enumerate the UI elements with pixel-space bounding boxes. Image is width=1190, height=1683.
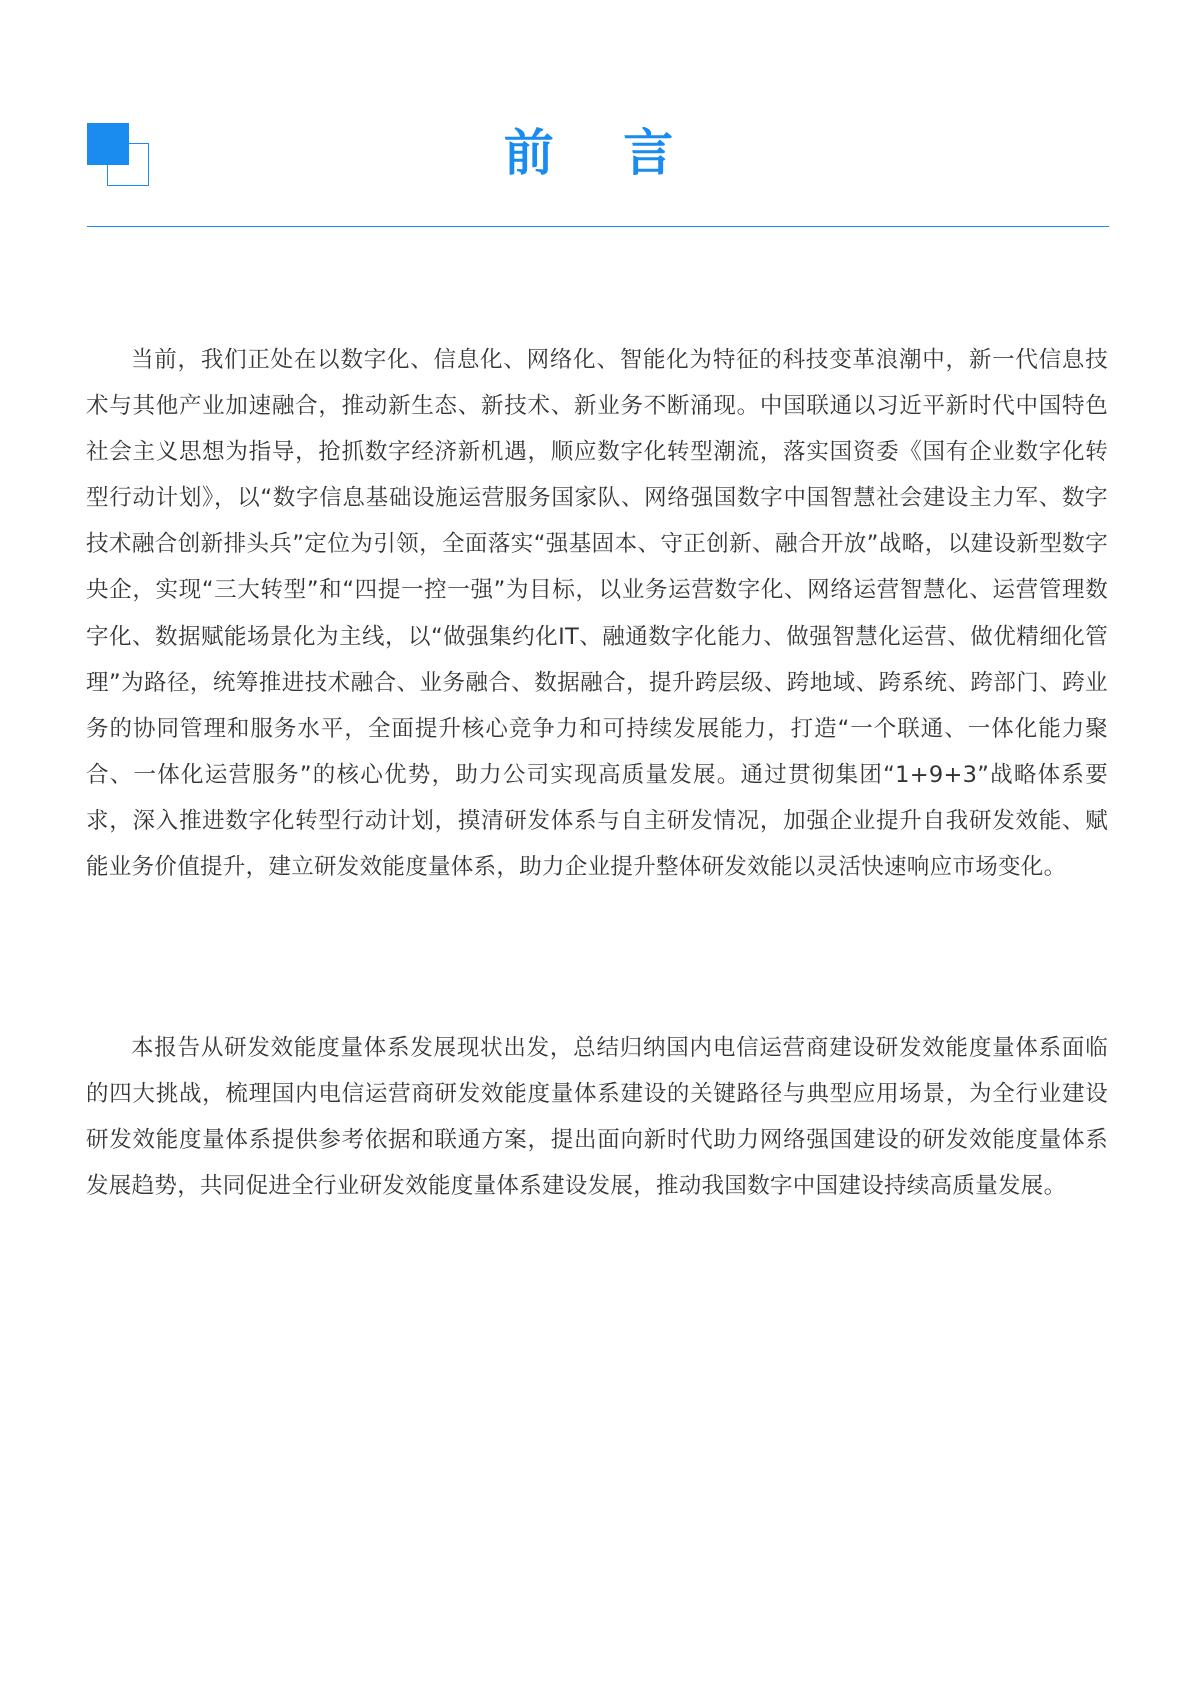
- page-title: 前 言: [503, 124, 700, 182]
- body-paragraph-1: 当前，我们正处在以数字化、信息化、网络化、智能化为特征的科技变革浪潮中，新一代信息技术与其他产业加速融合，推动新生态、新技术、新业务不断涌现。中国联通以习近平新时代中国特色社会主义思想为指导，抢抓数字经济新机遇，顺应数字化转型潮流，落实国资委《国有企业数字化转型行动计划》，以“数字信息基础设施运营服务国家队、网络强国数字中国智慧社会建设主力军、数字技术融合创新排头兵”定位为引领，全面落实“强基固本、守正创新、融合开放”战略，以建设新型数字央企，实现“三大转型”和“四提一控一强”为目标，以业务运营数字化、网络运营智慧化、运营管理数字化、数据赋能场景化为主线，以“做强集约化IT、融通数字化能力、做强智慧化运营、做优精细化管理”为路径，统筹推进技术融合、业务融合、数据融合，提升跨层级、跨地域、跨系统、跨部门、跨业务的协同管理和服务水平，全面提升核心竞争力和可持续发展能力，打造“一个联通、一体化能力聚合、一体化运营服务”的核心优势，助力公司实现高质量发展。通过贯彻集团“1+9+3”战略体系要求，深入推进数字化转型行动计划，摸清研发体系与自主研发情况，加强企业提升自我研发效能、赋能业务价值提升，建立研发效能度量体系，助力企业提升整体研发效能以灵活快速响应市场变化。: [86, 347, 1108, 881]
- title-divider: [87, 226, 1109, 227]
- body-paragraph-2: 本报告从研发效能度量体系发展现状出发，总结归纳国内电信运营商建设研发效能度量体系面临的四大挑战，梳理国内电信运营商研发效能度量体系建设的关键路径与典型应用场景，为全行业建设研发效能度量体系提供参考依据和联通方案，提出面向新时代助力网络强国建设的研发效能度量体系发展趋势，共同促进全行业研发效能度量体系建设发展，推动我国数字中国建设持续高质量发展。: [86, 1035, 1108, 1200]
